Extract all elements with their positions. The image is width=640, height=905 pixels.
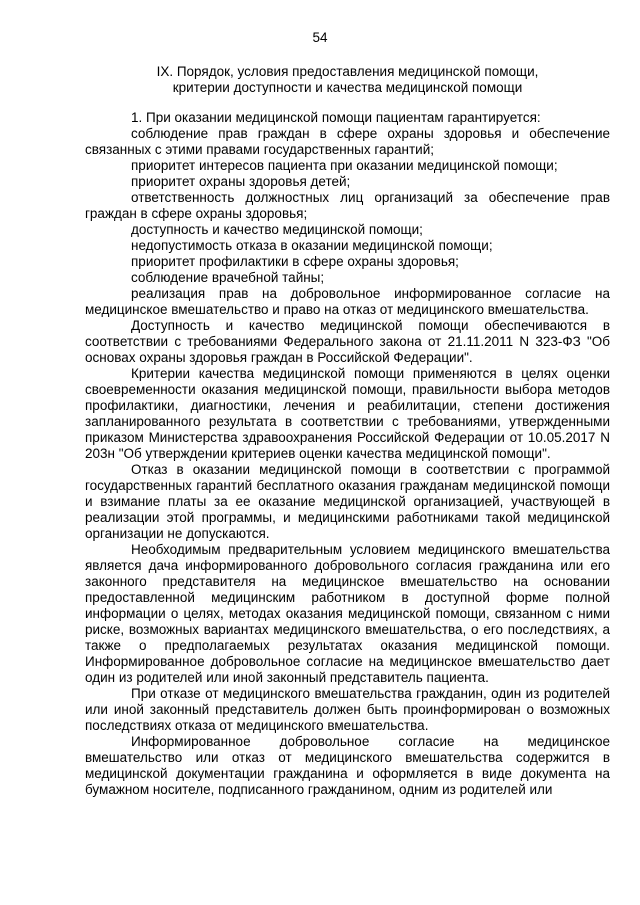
- section-heading-line-2: критерии доступности и качества медицинской помощи: [172, 80, 523, 95]
- paragraph: ответственность должностных лиц организаций за обеспечение прав граждан в сфере охраны здоровья;: [85, 190, 610, 221]
- document-body: [85, 110, 610, 798]
- paragraph: реализация прав на добровольное информированное согласие на медицинское вмешательство и право на отказ от медицинского вмешательства.: [85, 286, 610, 317]
- paragraph: доступность и качество медицинской помощи;: [131, 222, 423, 237]
- paragraph: 1. При оказании медицинской помощи пациентам гарантируется:: [131, 110, 541, 125]
- paragraph: Отказ в оказании медицинской помощи в соответствии с программой государственных гарантий бесплатного оказания гражданам медицинской помощи и взимание платы за ее оказание медицинской организацией, участвующей в реализации этой программы, и медицинскими работниками такой медицинской организации не допускаются.: [85, 462, 610, 541]
- paragraph: соблюдение прав граждан в сфере охраны здоровья и обеспечение связанных с этими правами государственных гарантий;: [85, 126, 610, 157]
- paragraph: При отказе от медицинского вмешательства гражданин, один из родителей или иной законный представитель должен быть проинформирован о возможных последствиях отказа от медицинского вмешательства.: [85, 686, 610, 733]
- paragraph: Доступность и качество медицинской помощи обеспечиваются в соответствии с требованиями Федерального закона от 21.11.2011 N 323-ФЗ "Об основах охраны здоровья граждан в Российской Федерации".: [85, 318, 610, 365]
- paragraph: соблюдение врачебной тайны;: [131, 270, 325, 285]
- paragraph: Критерии качества медицинской помощи применяются в целях оценки своевременности оказания медицинской помощи, правильности выбора методов профилактики, диагностики, лечения и реабилитации, степени достижения запланированного результата в соответствии с требованиями, утвержденными приказом Министерства здравоохранения Российской Федерации от 10.05.2017 N 203н "Об утверждении критериев оценки качества медицинской помощи".: [85, 366, 610, 461]
- section-heading: [85, 64, 610, 96]
- paragraph: Необходимым предварительным условием медицинского вмешательства является дача информированного добровольного согласия гражданина или его законного представителя на медицинское вмешательство на основании предоставленной медицинским работником в доступной форме полной информации о целях, методах оказания медицинской помощи, связанном с ними риске, возможных вариантах медицинского вмешательства, о его последствиях, а также о предполагаемых результатах оказания медицинской помощи. Информированное добровольное согласие на медицинское вмешательство дает один из родителей или иной законный представитель пациента.: [85, 542, 610, 685]
- page-number: 54: [312, 30, 328, 45]
- paragraph: приоритет профилактики в сфере охраны здоровья;: [131, 254, 459, 269]
- paragraph: недопустимость отказа в оказании медицинской помощи;: [131, 238, 493, 253]
- section-heading-line-1: IX. Порядок, условия предоставления медицинской помощи,: [156, 64, 539, 79]
- paragraph: приоритет интересов пациента при оказании медицинской помощи;: [131, 158, 558, 173]
- paragraph: Информированное добровольное согласие на медицинское вмешательство или отказ от медицинского вмешательства содержится в медицинской документации гражданина и оформляется в виде документа на бумажном носителе, подписанного гражданином, одним из родителей или: [85, 734, 610, 797]
- paragraph: приоритет охраны здоровья детей;: [131, 174, 351, 189]
